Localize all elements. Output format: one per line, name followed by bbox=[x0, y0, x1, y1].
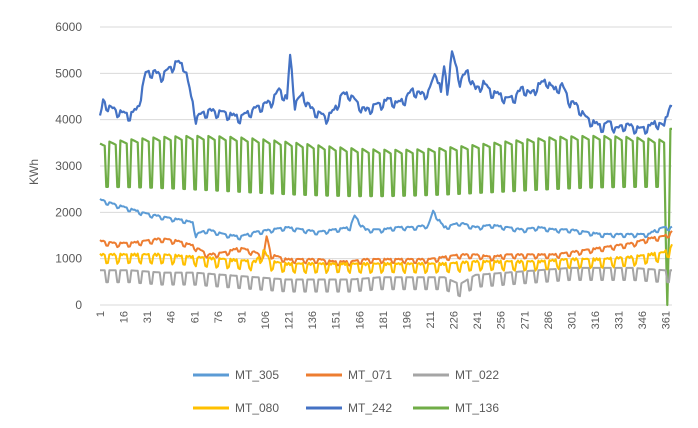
x-tick-label: 91 bbox=[236, 311, 249, 324]
x-tick-label: 151 bbox=[330, 311, 343, 330]
x-tick-label: 166 bbox=[354, 311, 367, 330]
x-tick-label: 196 bbox=[401, 311, 414, 330]
x-tick-label: 16 bbox=[118, 311, 131, 324]
x-tick-label: 286 bbox=[542, 311, 555, 330]
x-tick-label: 181 bbox=[377, 311, 390, 330]
x-tick-label: 346 bbox=[637, 311, 650, 330]
legend-label: MT_080 bbox=[235, 401, 280, 415]
x-tick-label: 46 bbox=[165, 311, 178, 324]
x-tick-label: 61 bbox=[189, 311, 202, 324]
y-axis-ticks bbox=[55, 20, 82, 312]
x-tick-label: 121 bbox=[283, 311, 296, 330]
x-tick-label: 316 bbox=[590, 311, 602, 330]
legend-label: MT_022 bbox=[455, 368, 500, 382]
x-tick-label: 31 bbox=[142, 311, 155, 324]
x-tick-label: 241 bbox=[472, 311, 485, 330]
x-tick-label: 1 bbox=[95, 311, 107, 318]
x-tick-label: 226 bbox=[448, 311, 461, 330]
x-axis-ticks bbox=[95, 311, 673, 329]
series-line-mt-242 bbox=[100, 51, 672, 133]
y-tick-label: 2000 bbox=[55, 205, 82, 220]
series-lines bbox=[100, 51, 672, 305]
y-tick-label: 1000 bbox=[55, 251, 82, 266]
y-tick-label: 5000 bbox=[55, 66, 82, 81]
x-tick-label: 136 bbox=[307, 311, 320, 330]
legend bbox=[193, 368, 499, 415]
legend-label: MT_242 bbox=[348, 401, 393, 415]
legend-label: MT_071 bbox=[348, 368, 393, 382]
x-tick-label: 361 bbox=[660, 311, 673, 330]
y-axis-label: KWh bbox=[27, 158, 41, 186]
x-tick-label: 301 bbox=[566, 311, 579, 330]
legend-label: MT_305 bbox=[235, 368, 280, 382]
y-tick-label: 3000 bbox=[55, 159, 82, 173]
y-tick-label: 4000 bbox=[55, 112, 82, 127]
x-tick-label: 331 bbox=[613, 311, 626, 330]
x-tick-label: 106 bbox=[260, 311, 272, 330]
x-tick-label: 271 bbox=[519, 311, 532, 330]
x-tick-label: 76 bbox=[212, 311, 225, 324]
x-tick-label: 211 bbox=[425, 311, 437, 329]
series-line-mt-305 bbox=[100, 199, 672, 240]
y-tick-label: 0 bbox=[75, 298, 82, 312]
series-line-mt-022 bbox=[100, 268, 672, 296]
y-tick-label: 6000 bbox=[55, 20, 82, 34]
legend-label: MT_136 bbox=[455, 401, 500, 415]
x-tick-label: 256 bbox=[495, 311, 508, 330]
